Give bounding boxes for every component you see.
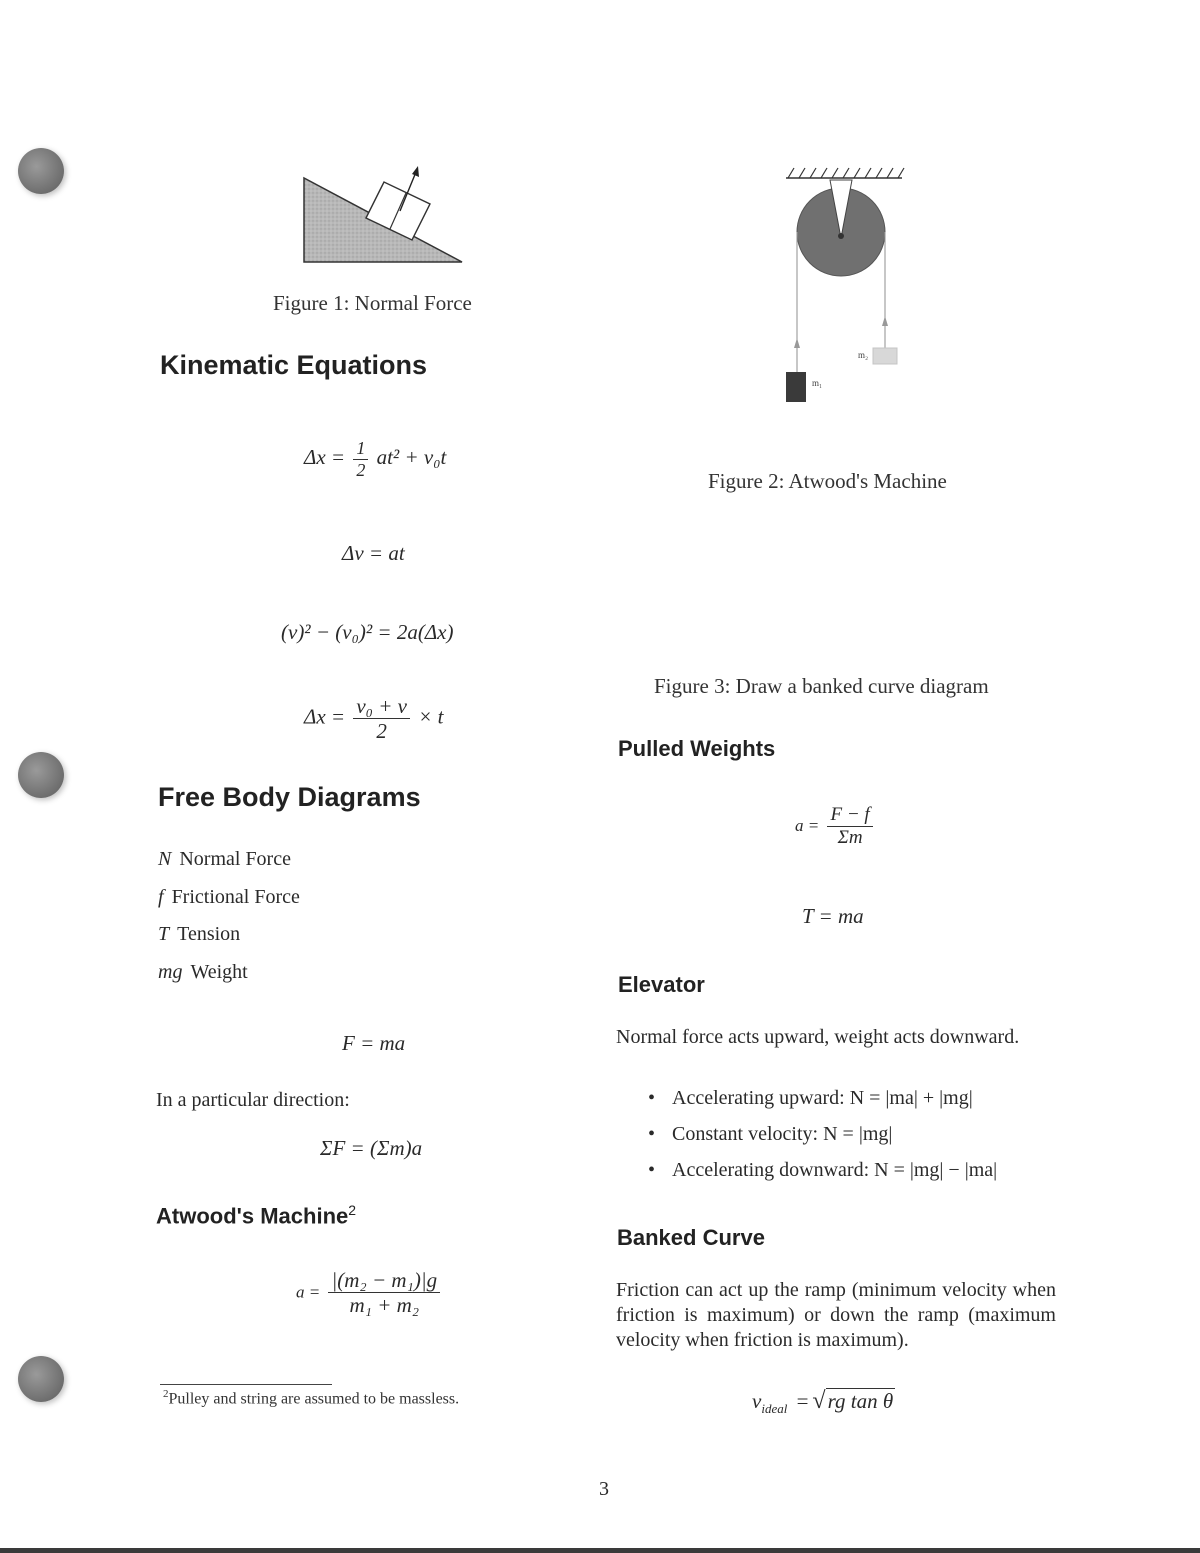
newton-second-law-equation: F = ma [342, 1031, 406, 1055]
sqrt-symbol: √ [812, 1388, 826, 1414]
kinematic-equation-4 [304, 694, 443, 743]
eq4-denominator: 2 [376, 719, 387, 744]
elevator-description: Normal force acts upward, weight acts downward. [616, 1026, 1020, 1048]
elevator-case-constant: • Constant velocity: N = |mg| [648, 1123, 997, 1159]
footnote-number: 2 [163, 1388, 169, 1400]
eq4-fraction [353, 694, 410, 743]
velocity-symbol: v [752, 1389, 762, 1413]
atwood-machine-heading [156, 1202, 356, 1229]
definition-symbol: mg [158, 961, 183, 983]
kinematic-equations-heading: Kinematic Equations [160, 350, 428, 380]
definition-row-friction [158, 886, 300, 909]
page-number: 3 [599, 1478, 609, 1500]
figure-3-caption: Figure 3: Draw a banked curve diagram [654, 674, 989, 698]
tension-arrow-left [794, 338, 800, 348]
banked-curve-description: Friction can act up the ramp (minimum velocity when friction is maximum) or down the ramp (maximum velocity when friction is maximum). [616, 1279, 1056, 1351]
kinematic-equation-1 [304, 438, 446, 480]
eq4-lhs: Δx = [304, 704, 346, 729]
definition-row-weight [158, 961, 248, 984]
atwood-figure [780, 160, 910, 410]
atwood-eq-denominator: m₁ + m₂ [349, 1293, 420, 1318]
elevator-heading: Elevator [618, 972, 705, 997]
atwood-heading-text: Atwood's Machine [156, 1203, 349, 1229]
definition-meaning: Tension [177, 923, 241, 945]
definition-meaning: Weight [190, 961, 248, 983]
normal-force-arrowhead [412, 166, 419, 177]
tension-equation: T = ma [802, 904, 864, 928]
banked-curve-heading: Banked Curve [617, 1225, 765, 1250]
atwood-acceleration-equation [296, 1268, 443, 1317]
definition-symbol: T [158, 923, 170, 945]
binder-hole-top [18, 148, 64, 194]
direction-text: In a particular direction: [156, 1089, 350, 1111]
pulled-weights-acceleration-equation [795, 804, 876, 849]
equals-sign: = [796, 1389, 809, 1413]
definition-meaning: Normal Force [179, 848, 291, 870]
pulled-eq-lhs: a = [795, 816, 820, 836]
eq1-rhs: at² + v₀t [376, 445, 447, 469]
pulled-eq-numerator: F − f [827, 804, 872, 827]
velocity-subscript: ideal [761, 1401, 788, 1417]
atwood-eq-lhs: a = [296, 1282, 321, 1302]
definition-row-normal [158, 848, 291, 871]
footnote-rule [160, 1384, 332, 1385]
definition-symbol: N [158, 848, 172, 870]
binder-hole-middle [18, 752, 64, 798]
eq1-numerator: 1 [353, 438, 368, 460]
atwood-eq-fraction [328, 1268, 440, 1317]
eq4-numerator: v₀ + v [353, 694, 410, 719]
mass-m2-block [873, 348, 897, 364]
pulley-axle [838, 233, 844, 239]
eq1-denominator: 2 [356, 459, 366, 480]
free-body-diagrams-heading: Free Body Diagrams [158, 782, 421, 812]
figure-1-caption: Figure 1: Normal Force [273, 291, 472, 315]
scan-bottom-edge [0, 1548, 1200, 1553]
elevator-case-downward: • Accelerating downward: N = |mg| − |ma| [648, 1159, 997, 1195]
mass-m1-block [786, 372, 806, 402]
definition-meaning: Frictional Force [171, 886, 300, 908]
kinematic-equation-2: Δv = at [342, 541, 405, 565]
net-force-equation: ΣF = (Σm)a [320, 1136, 423, 1160]
kinematic-equation-3: (v)² − (v₀)² = 2a(Δx) [281, 620, 454, 644]
eq4-rhs: × t [418, 704, 444, 729]
ceiling-hatching [788, 168, 904, 178]
elevator-cases-list [648, 1087, 997, 1195]
pulled-eq-denominator: Σm [837, 826, 863, 848]
elevator-case-upward: • Accelerating upward: N = |ma| + |mg| [648, 1087, 997, 1123]
footnote [163, 1388, 459, 1408]
definition-symbol: f [158, 886, 164, 908]
pulled-eq-fraction [827, 804, 872, 849]
atwood-eq-numerator: |(m₂ − m₁)|g [328, 1268, 440, 1293]
ideal-velocity-equation [752, 1388, 895, 1417]
footnote-marker: 2 [348, 1202, 357, 1218]
binder-hole-bottom [18, 1356, 64, 1402]
figure-2-caption: Figure 2: Atwood's Machine [708, 469, 947, 493]
eq1-fraction [353, 438, 368, 480]
incline-figure [296, 160, 471, 270]
mass-m1-label: m₁ [812, 378, 823, 388]
sqrt-argument: rg tan θ [827, 1389, 894, 1413]
footnote-text: Pulley and string are assumed to be massless. [168, 1390, 460, 1408]
definition-row-tension [158, 923, 240, 946]
pulled-weights-heading: Pulled Weights [618, 736, 776, 761]
eq1-lhs: Δx = [304, 445, 346, 469]
tension-arrow-right [882, 316, 888, 326]
mass-m2-label: m₂ [858, 350, 869, 360]
